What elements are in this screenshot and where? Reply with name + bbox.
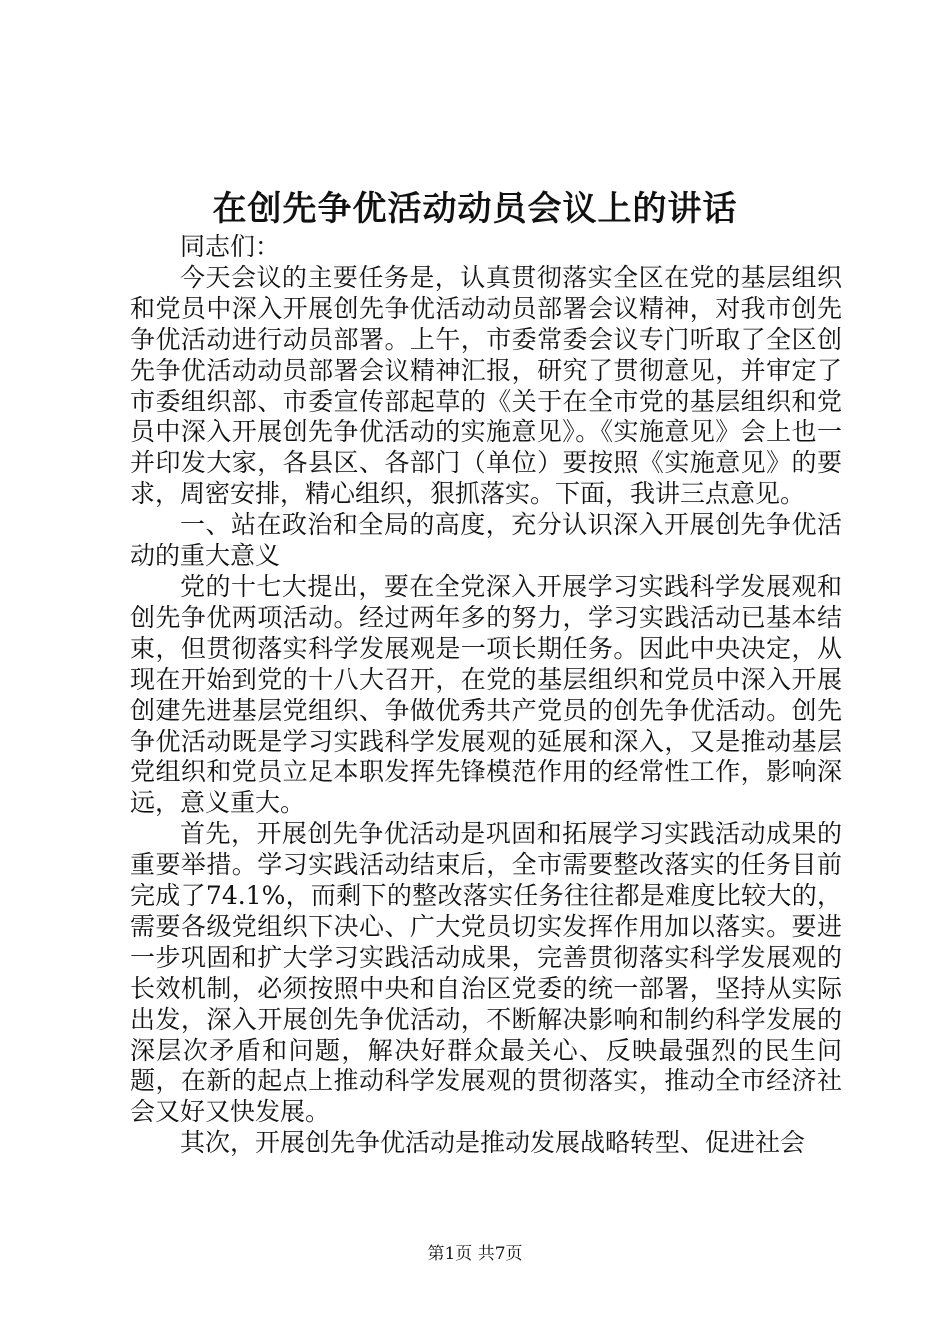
salutation-paragraph: 同志们： (180, 232, 281, 261)
body-paragraph: 其次，开展创先争优活动是推动发展战略转型、促进社会 (180, 1128, 806, 1158)
document-body (130, 232, 842, 1159)
document-title: 在创先争优活动动员会议上的讲话 (212, 189, 738, 229)
body-paragraph: 今天会议的主要任务是，认真贯彻落实全区在党的基层组织和党员中深入开展创先争优活动动员部署会议精神，对我市创先争优活动进行动员部署。上午，市委常委会议专门听取了全区创先争优活动动员部署会议精神汇报，研究了贯彻意见，并审定了市委组织部、市委宣传部起草的《关于在全市党的基层组织和党员中深入开展创先争优活动的实施意见》。《实施意见》会上也一并印发大家，各县区、各部门（单位）要按照《实施意见》的要求，周密安排，精心组织，狠抓落实。下面，我讲三点意见。 (130, 262, 842, 509)
body-paragraph: 首先，开展创先争优活动是巩固和拓展学习实践活动成果的重要举措。学习实践活动结束后，全市需要整改落实的任务目前完成了74.1%，而剩下的整改落实任务往往都是难度比较大的，需要各级党组织下决心、广大党员切实发挥作用加以落实。要进一步巩固和扩大学习实践活动成果，完善贯彻落实科学发展观的长效机制，必须按照中央和自治区党委的统一部署，坚持从实际出发，深入开展创先争优活动，不断解决影响和制约科学发展的深层次矛盾和问题，解决好群众最关心、反映最强烈的民生问题，在新的起点上推动科学发展观的贯彻落实，推动全市经济社会又好又快发展。 (130, 819, 842, 1127)
section-heading-paragraph: 一、站在政治和全局的高度，充分认识深入开展创先争优活动的重大意义 (130, 510, 842, 571)
body-paragraph: 党的十七大提出，要在全党深入开展学习实践科学发展观和创先争优两项活动。经过两年多的努力，学习实践活动已基本结束，但贯彻落实科学发展观是一项长期任务。因此中央决定，从现在开始到党的十八大召开，在党的基层组织和党员中深入开展创建先进基层党组织、争做优秀共产党员的创先争优活动。创先争优活动既是学习实践科学发展观的延展和深入，又是推动基层党组织和党员立足本职发挥先锋模范作用的经常性工作，影响深远，意义重大。 (130, 571, 842, 818)
page-number-footer: 第1页 共7页 (427, 1244, 523, 1264)
